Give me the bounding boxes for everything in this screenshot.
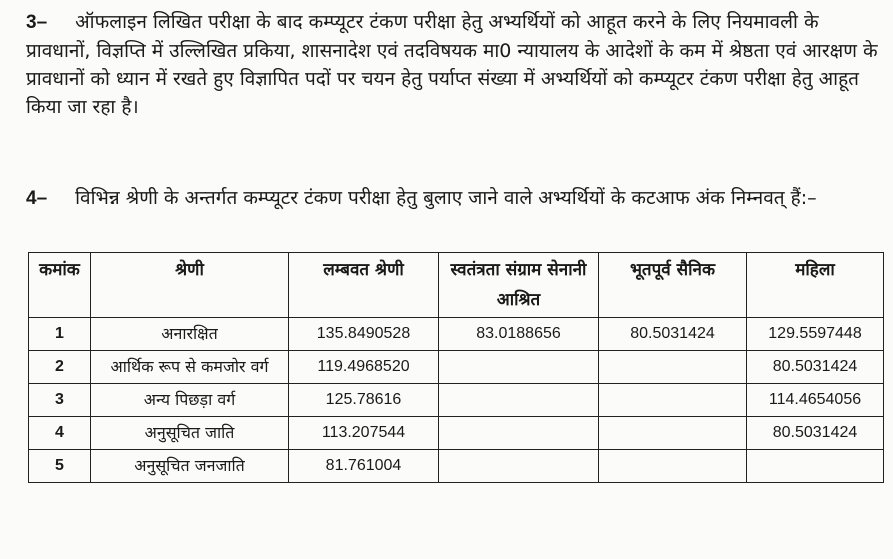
paragraph-3-number: 3– (26, 12, 48, 33)
table-row (29, 417, 884, 450)
header-freedom-fighter-dependent: स्वतंत्रता संग्राम सेनानी आश्रित (439, 253, 599, 318)
header-women: महिला (747, 253, 884, 318)
table-cell-ex-serviceman (599, 450, 747, 483)
table-cell-category: अनारक्षित (91, 318, 289, 351)
table-cell-serial: 3 (29, 384, 91, 417)
table-row (29, 351, 884, 384)
table-row (29, 450, 884, 483)
paragraph-4-text: विभिन्न श्रेणी के अन्तर्गत कम्प्यूटर टंकण परीक्षा हेतु बुलाए जाने वाले अभ्यर्थियों के कटआफ अंक निम्नवत् हैं:– (75, 187, 817, 209)
table-cell-vertical: 119.4968520 (289, 351, 439, 384)
table-cell-freedom-fighter (439, 384, 599, 417)
table-row (29, 318, 884, 351)
table-cell-women: 114.4654056 (747, 384, 884, 417)
table-cell-women (747, 450, 884, 483)
paragraph-4-number: 4– (26, 188, 48, 209)
table-cell-category: अनुसूचित जनजाति (91, 450, 289, 483)
cutoff-table (28, 252, 884, 483)
table-cell-freedom-fighter (439, 450, 599, 483)
table-cell-women: 80.5031424 (747, 417, 884, 450)
table-cell-vertical: 135.8490528 (289, 318, 439, 351)
table-cell-serial: 1 (29, 318, 91, 351)
header-category: श्रेणी (91, 253, 289, 318)
header-vertical-category: लम्बवत श्रेणी (289, 253, 439, 318)
table-cell-ex-serviceman (599, 384, 747, 417)
table-cell-serial: 2 (29, 351, 91, 384)
paragraph-3 (26, 8, 886, 121)
table-cell-ex-serviceman (599, 351, 747, 384)
table-cell-category: आर्थिक रूप से कमजोर वर्ग (91, 351, 289, 384)
table-cell-women: 129.5597448 (747, 318, 884, 351)
paragraph-4 (26, 184, 886, 213)
table-cell-serial: 4 (29, 417, 91, 450)
table-cell-freedom-fighter (439, 351, 599, 384)
table-cell-category: अनुसूचित जाति (91, 417, 289, 450)
table-cell-freedom-fighter: 83.0188656 (439, 318, 599, 351)
table-cell-vertical: 81.761004 (289, 450, 439, 483)
paragraph-3-text: ऑफलाइन लिखित परीक्षा के बाद कम्प्यूटर टंकण परीक्षा हेतु अभ्यर्थियों को आहूत करने के लिए नियमावली के प्रावधानों, विज्ञप्ति में उल्लिखित प्रकिया, शासनादेश एवं तदविषयक मा0 न्यायालय के आदेशों के कम में श्रेष्ठता एवं आरक्षण के प्रावधानों को ध्यान में रखते हुए विज्ञापित पदों पर चयन हेतु पर्याप्त संख्या में अभ्यर्थियों को कम्प्यूटर टंकण परीक्षा हेतु आहूत किया जा रहा है। (26, 11, 878, 118)
table-cell-ex-serviceman (599, 417, 747, 450)
table-cell-women: 80.5031424 (747, 351, 884, 384)
header-ex-serviceman: भूतपूर्व सैनिक (599, 253, 747, 318)
table-cell-vertical: 125.78616 (289, 384, 439, 417)
header-serial: कमांक (29, 253, 91, 318)
table-cell-category: अन्य पिछड़ा वर्ग (91, 384, 289, 417)
table-cell-vertical: 113.207544 (289, 417, 439, 450)
table-header-row (29, 253, 884, 318)
table-cell-freedom-fighter (439, 417, 599, 450)
table-row (29, 384, 884, 417)
table-cell-ex-serviceman: 80.5031424 (599, 318, 747, 351)
table-cell-serial: 5 (29, 450, 91, 483)
